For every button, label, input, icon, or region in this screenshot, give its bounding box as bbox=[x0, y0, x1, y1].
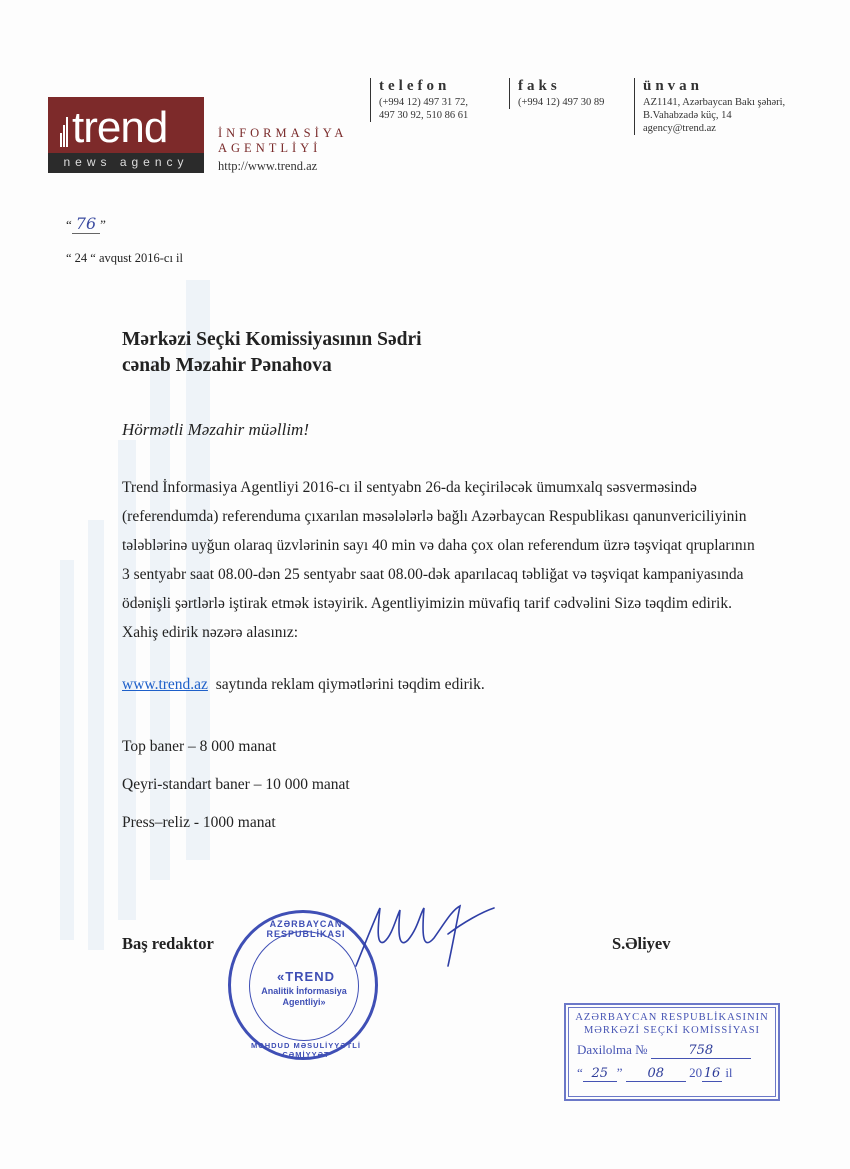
trend-logo bbox=[48, 97, 204, 173]
price-item: Qeyri-standart baner – 10 000 manat bbox=[122, 776, 350, 793]
contact-address-line: B.Vahabzadə küç, 14 bbox=[643, 110, 732, 121]
contact-phone-head: telefon bbox=[379, 78, 451, 94]
logo-word: trend bbox=[72, 103, 168, 152]
stamp-year-prefix: 20 bbox=[689, 1065, 703, 1080]
stamp-number-value: 758 bbox=[651, 1043, 751, 1059]
stamp-line1: AZƏRBAYCAN RESPUBLİKASININ bbox=[575, 1012, 769, 1023]
document-number bbox=[66, 214, 106, 233]
contact-phone-line: 497 30 92, 510 86 61 bbox=[379, 110, 469, 121]
stamp-year-suffix: 16 bbox=[703, 1066, 721, 1081]
seal-ring-bottom: MƏHDUD MƏSULİYYƏTLİ CƏMİYYƏT bbox=[251, 1041, 361, 1059]
contact-phone-line: (+994 12) 497 31 72, bbox=[379, 97, 469, 108]
logo-tagline-strip bbox=[48, 153, 204, 173]
body-paragraph: Trend İnformasiya Agentliyi 2016-cı il sentyabn 26-da keçiriləcək ümumxalq səsverməsində (referendumda) referenduma çıxarılan məsələlərlə bağlı Azərbaycan Respublikası qanunvericiliyinin tələblərinə uyğun olaraq üzvlərinin sayı 40 min və daha çox olan referendum üzrə təşviqat qruplarının 3 sentyabr saat 08.00-dən 25 sentyabr saat 08.00-dək aparılacaq təbliğat və təşviqat kampaniyasında ödənişli şərtlərlə iştirak etmək istəyirik. Agentliyimizin müvafiq tarif cədvəlini Sizə təqdim edirik. Xahiş edirik nəzərə alasınız: bbox=[122, 479, 755, 641]
agency-name-line2: AGENTLİYİ bbox=[218, 141, 322, 155]
document-date: “ 24 “ avqust 2016-cı il bbox=[66, 251, 183, 265]
signatory-position: Baş redaktor bbox=[122, 934, 214, 953]
greeting: Hörmətli Məzahir müəllim! bbox=[122, 420, 309, 439]
stamp-date-row: “ 25 ” 08 20 16 il bbox=[577, 1065, 733, 1081]
site-link[interactable]: www.trend.az bbox=[122, 676, 208, 693]
site-line bbox=[122, 676, 485, 694]
signatory-name: S.Əliyev bbox=[612, 934, 671, 953]
seal-center-subtitle: Analitik İnformasiya Agentliyi» bbox=[261, 986, 347, 1007]
handwritten-signature bbox=[348, 896, 498, 982]
registration-stamp bbox=[564, 1003, 780, 1101]
contact-phone bbox=[370, 78, 468, 122]
price-item: Top baner – 8 000 manat bbox=[122, 738, 277, 755]
stamp-line2: MƏRKƏZİ SEÇKİ KOMİSSİYASI bbox=[583, 1025, 761, 1036]
watermark-column bbox=[88, 520, 104, 950]
stamp-number-label: Daxilolma № bbox=[577, 1042, 648, 1057]
site-text: saytında reklam qiymətlərini təqdim edirik. bbox=[215, 676, 485, 693]
recipient-line2: cənab Məzahir Pənahova bbox=[122, 355, 332, 376]
quote-close: ” bbox=[100, 217, 106, 232]
contact-email[interactable]: agency@trend.az bbox=[643, 123, 716, 134]
stamp-year-word: il bbox=[725, 1065, 733, 1080]
stamp-number-row bbox=[577, 1042, 775, 1059]
recipient-block bbox=[122, 327, 422, 379]
document-number-value: 76 bbox=[72, 214, 100, 234]
stamp-month: 08 bbox=[626, 1066, 686, 1082]
agency-name-line1: İNFORMASİYA bbox=[218, 126, 348, 140]
contact-address bbox=[634, 78, 785, 135]
contact-address-line: AZ1141, Azərbaycan Bakı şəhəri, bbox=[643, 97, 786, 108]
recipient-line1: Mərkəzi Seçki Komissiyasının Sədri bbox=[122, 329, 422, 350]
logo-tagline: news agency bbox=[63, 155, 189, 169]
logo-bars-icon bbox=[60, 113, 70, 147]
contact-address-head: ünvan bbox=[643, 78, 704, 94]
price-item: Press–reliz - 1000 manat bbox=[122, 814, 276, 831]
contact-fax-line: (+994 12) 497 30 89 bbox=[518, 97, 605, 108]
agency-url[interactable]: http://www.trend.az bbox=[218, 159, 318, 173]
contact-fax-head: faks bbox=[518, 78, 561, 94]
watermark-column bbox=[60, 560, 74, 940]
stamp-day: 25 bbox=[583, 1066, 617, 1082]
seal-center-title: «TREND bbox=[276, 969, 335, 984]
seal-ring-top: AZƏRBAYCAN RESPUBLİKASI bbox=[266, 919, 346, 939]
contact-fax bbox=[509, 78, 604, 109]
agency-name bbox=[218, 126, 347, 156]
quote-open: “ bbox=[66, 217, 72, 232]
